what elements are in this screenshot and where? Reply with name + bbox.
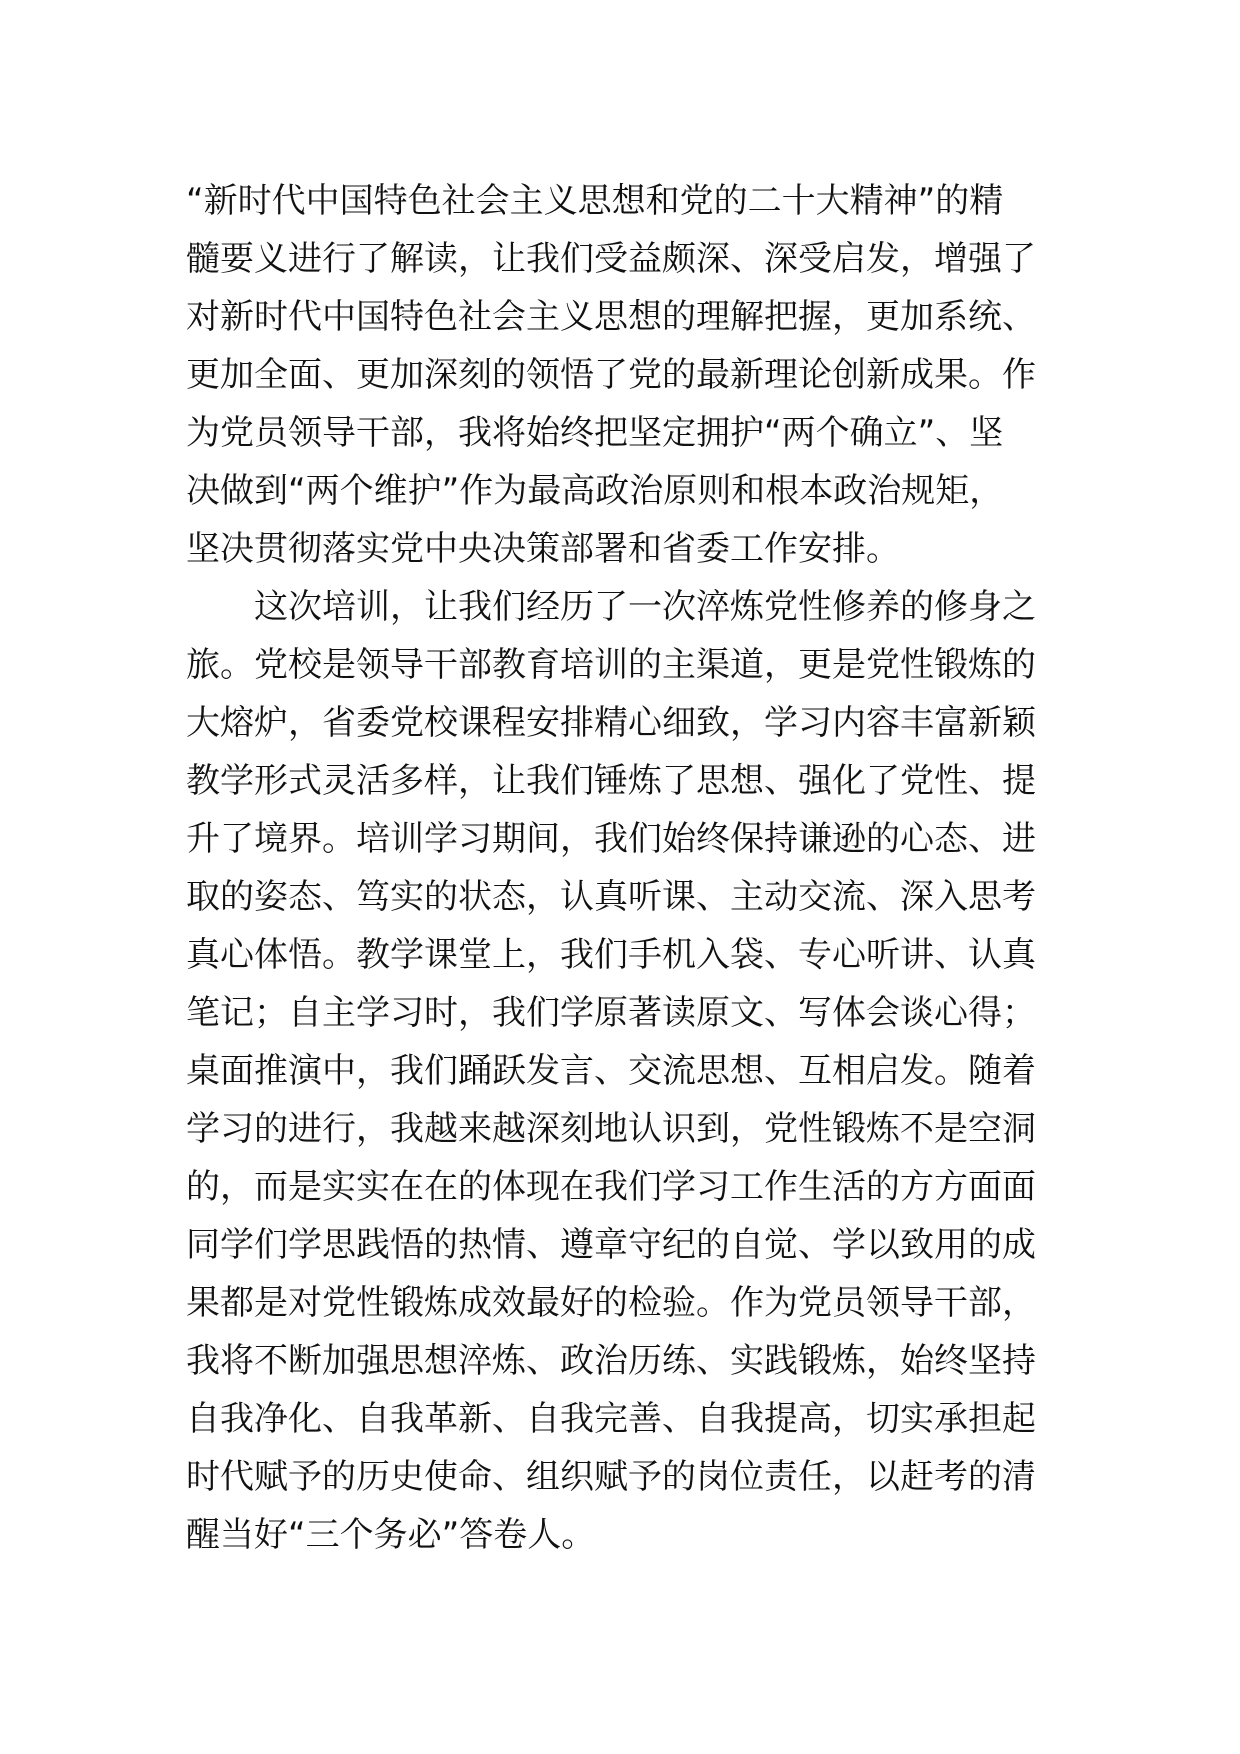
paragraph-2	[186, 578, 1066, 1564]
paragraph-2-line: 取的姿态、笃实的状态，认真听课、主动交流、深入思考	[186, 877, 1036, 917]
paragraph-2-line: 旅。党校是领导干部教育培训的主渠道，更是党性锻炼的	[186, 645, 1036, 685]
paragraph-1-line: “新时代中国特色社会主义思想和党的二十大精神”的精	[186, 181, 1004, 221]
paragraph-2-line: 同学们学思践悟的热情、遵章守纪的自觉、学以致用的成	[186, 1225, 1036, 1265]
paragraph-1-line: 坚决贯彻落实党中央决策部署和省委工作安排。	[186, 529, 900, 569]
paragraph-1-line: 对新时代中国特色社会主义思想的理解把握，更加系统、	[186, 297, 1036, 337]
paragraph-2-line: 大熔炉，省委党校课程安排精心细致，学习内容丰富新颖	[186, 703, 1036, 743]
paragraph-2-line: 升了境界。培训学习期间，我们始终保持谦逊的心态、进	[186, 819, 1036, 859]
paragraph-1-line: 更加全面、更加深刻的领悟了党的最新理论创新成果。作	[186, 355, 1036, 395]
paragraph-2-line: 自我净化、自我革新、自我完善、自我提高，切实承担起	[186, 1399, 1036, 1439]
paragraph-2-line: 桌面推演中，我们踊跃发言、交流思想、互相启发。随着	[186, 1051, 1036, 1091]
paragraph-2-line: 学习的进行，我越来越深刻地认识到，党性锻炼不是空洞	[186, 1109, 1036, 1149]
paragraph-1-line: 决做到“两个维护”作为最高政治原则和根本政治规矩，	[186, 471, 1004, 511]
paragraph-2-line: 的，而是实实在在的体现在我们学习工作生活的方方面面	[186, 1167, 1036, 1207]
paragraph-1-line: 髓要义进行了解读，让我们受益颇深、深受启发，增强了	[186, 239, 1036, 279]
paragraph-2-line: 教学形式灵活多样，让我们锤炼了思想、强化了党性、提	[186, 761, 1036, 801]
paragraph-2-line: 时代赋予的历史使命、组织赋予的岗位责任，以赶考的清	[186, 1457, 1036, 1497]
paragraph-2-line: 果都是对党性锻炼成效最好的检验。作为党员领导干部，	[186, 1283, 1036, 1323]
paragraph-1-line: 为党员领导干部，我将始终把坚定拥护“两个确立”、坚	[186, 413, 1004, 453]
paragraph-1	[186, 172, 1066, 578]
paragraph-2-line: 醒当好“三个务必”答卷人。	[186, 1515, 596, 1555]
paragraph-2-line: 笔记；自主学习时，我们学原著读原文、写体会谈心得；	[186, 993, 1036, 1033]
paragraph-2-first-line: 这次培训，让我们经历了一次淬炼党性修养的修身之	[254, 587, 1036, 627]
paragraph-2-line: 我将不断加强思想淬炼、政治历练、实践锻炼，始终坚持	[186, 1341, 1036, 1381]
paragraph-2-line: 真心体悟。教学课堂上，我们手机入袋、专心听讲、认真	[186, 935, 1036, 975]
